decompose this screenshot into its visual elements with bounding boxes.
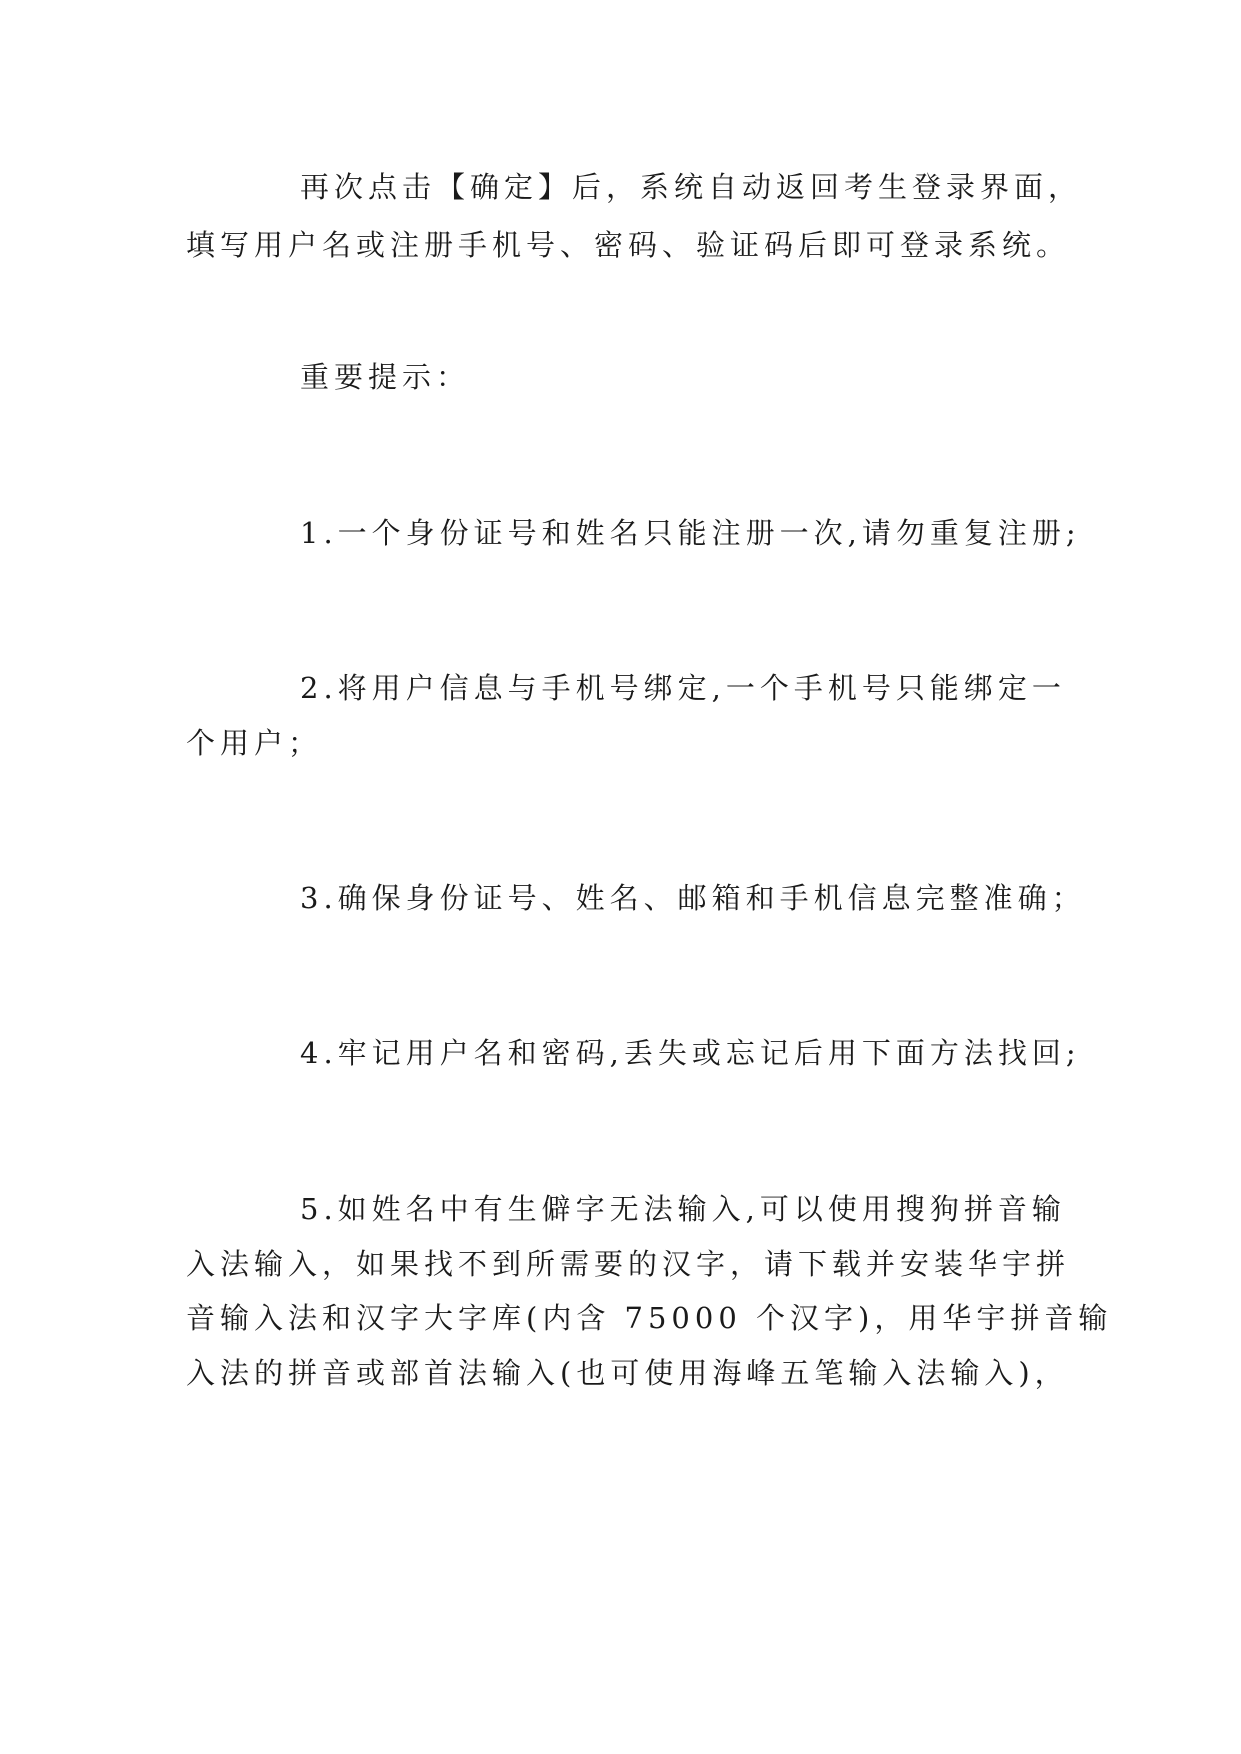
tip-3: 3.确保身份证号、姓名、邮箱和手机信息完整准确； xyxy=(300,881,1086,915)
tip-2-line-2: 个用户； xyxy=(186,726,323,760)
tip-2-line-1: 2.将用户信息与手机号绑定,一个手机号只能绑定一 xyxy=(300,671,1066,705)
tip-5-line-1: 5.如姓名中有生僻字无法输入,可以使用搜狗拼音输 xyxy=(300,1192,1066,1226)
tip-5-line-4: 入法的拼音或部首法输入(也可使用海峰五笔输入法输入)， xyxy=(186,1356,1069,1390)
important-tips-heading: 重要提示： xyxy=(300,360,471,394)
paragraph-confirm-line-2: 填写用户名或注册手机号、密码、验证码后即可登录系统。 xyxy=(186,228,1071,262)
paragraph-confirm-line-1: 再次点击【确定】后，系统自动返回考生登录界面， xyxy=(300,170,1083,204)
tip-5-line-3: 音输入法和汉字大字库(内含 75000 个汉字)，用华宇拼音输 xyxy=(186,1301,1113,1335)
tip-4: 4.牢记用户名和密码,丢失或忘记后用下面方法找回; xyxy=(300,1036,1081,1070)
tip-5-line-2: 入法输入，如果找不到所需要的汉字，请下载并安装华宇拼 xyxy=(186,1247,1071,1281)
tip-1: 1.一个身份证号和姓名只能注册一次,请勿重复注册; xyxy=(300,516,1081,550)
